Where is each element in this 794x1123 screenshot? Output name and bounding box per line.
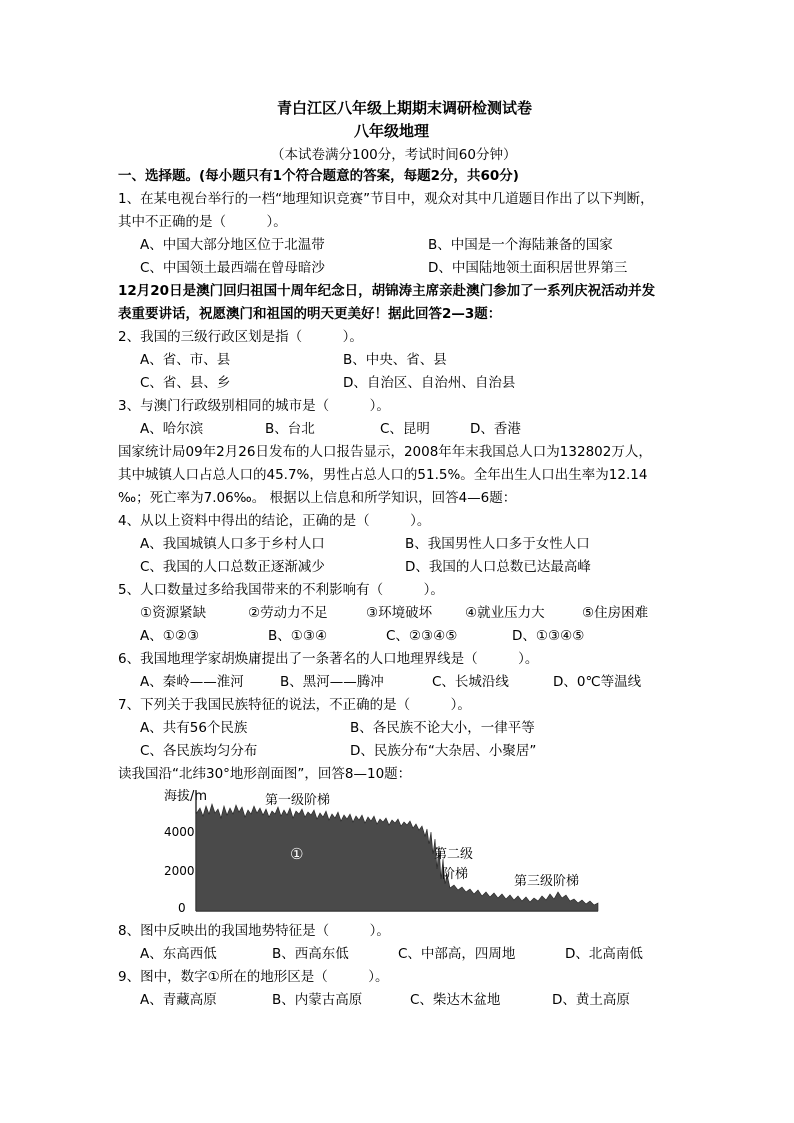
figure-step-1-label: 第一级阶梯 [265,793,331,808]
q5-option-b: B、①③④ [268,628,328,644]
q6-option-b: B、黑河——腾冲 [280,674,384,690]
terrain-profile-shape [196,804,598,911]
q6-option-a: A、秦岭——淮河 [140,674,244,690]
q8-option-b: B、西高东低 [272,946,349,962]
q6-option-c: C、长城沿线 [432,674,509,690]
q2-option-d: D、自治区、自治州、自治县 [343,375,516,391]
q3-option-a: A、哈尔滨 [140,421,204,437]
q9-option-a: A、青藏高原 [140,992,217,1008]
q5-option-a: A、①②③ [140,628,200,644]
q2-option-c: C、省、县、乡 [140,375,231,391]
q5-item-1: ①资源紧缺 [140,605,207,621]
q6-option-d: D、0℃等温线 [553,674,642,690]
q5-item-2: ②劳动力不足 [248,605,328,621]
intro-profile: 读我国沿“北纬30°地形剖面图”，回答8—10题： [118,766,412,782]
q1-stem: 1、在某电视台举行的一档“地理知识竞赛”节目中，观众对其中几道题目作出了以下判断， [118,191,654,207]
q8-option-d: D、北高南低 [565,946,643,962]
intro-population-3: ‰；死亡率为7.06‰。 根据以上信息和所学知识，回答4—6题： [118,490,517,506]
q5-stem: 5、人口数量过多给我国带来的不利影响有（ ）。 [118,582,444,598]
q4-option-d: D、我国的人口总数已达最高峰 [405,559,591,575]
q4-stem: 4、从以上资料中得出的结论，正确的是（ ）。 [118,513,431,529]
q5-item-5: ⑤住房困难 [582,605,649,621]
q9-option-d: D、黄土高原 [552,992,630,1008]
figure-step-2-label-a: 第二级 [434,847,474,862]
q2-option-a: A、省、市、县 [140,352,231,368]
figure-tick-0: 0 [178,901,186,915]
section-heading: 一、选择题。(每小题只有1个符合题意的答案，每题2分，共60分) [118,168,519,184]
q7-option-b: B、各民族不论大小，一律平等 [350,720,535,736]
q9-stem: 9、图中，数字①所在的地形区是（ ）。 [118,969,389,985]
intro-macau-2: 表重要讲话，祝愿澳门和祖国的明天更美好！据此回答2—3题： [118,306,502,322]
exam-note: （本试卷满分100分，考试时间60分钟） [271,147,517,163]
q9-option-b: B、内蒙古高原 [272,992,363,1008]
q3-option-d: D、香港 [470,421,521,437]
intro-macau-1: 12月20日是澳门回归祖国十周年纪念日，胡锦涛主席亲赴澳门参加了一系列庆祝活动并发 [118,283,656,299]
figure-tick-2000: 2000 [164,864,195,878]
q8-option-c: C、中部高，四周地 [398,946,516,962]
q3-option-c: C、昆明 [380,421,430,437]
q3-stem: 3、与澳门行政级别相同的城市是（ ）。 [118,398,390,414]
figure-ylabel: 海拔/m [164,789,208,804]
figure-step-3-label: 第三级阶梯 [514,874,580,889]
q7-option-d: D、民族分布“大杂居、小聚居” [350,743,537,759]
figure-marker-1: ① [290,845,304,863]
q9-option-c: C、柴达木盆地 [410,992,501,1008]
q5-item-3: ③环境破坏 [366,605,433,621]
exam-subject: 八年级地理 [354,122,430,140]
q8-option-a: A、东高西低 [140,946,217,962]
q3-option-b: B、台北 [265,421,315,437]
q5-item-4: ④就业压力大 [465,605,545,621]
q5-option-c: C、②③④⑤ [386,628,458,644]
q2-stem: 2、我国的三级行政区划是指（ ）。 [118,329,363,345]
q8-stem: 8、图中反映出的我国地势特征是（ ）。 [118,923,390,939]
q7-stem: 7、下列关于我国民族特征的说法，不正确的是（ ）。 [118,697,471,713]
q4-option-c: C、我国的人口总数正逐渐减少 [140,559,325,575]
terrain-profile-figure [160,784,600,916]
q4-option-a: A、我国城镇人口多于乡村人口 [140,536,325,552]
q7-option-a: A、共有56个民族 [140,720,248,736]
q7-option-c: C、各民族均匀分布 [140,743,258,759]
intro-population-1: 国家统计局09年2月26日发布的人口报告显示，2008年年末我国总人口为132802万人， [118,444,652,460]
q4-option-b: B、我国男性人口多于女性人口 [405,536,590,552]
q1-stem-cont: 其中不正确的是（ ）。 [118,214,287,230]
figure-step-2-label-b: 阶梯 [442,867,469,882]
q1-option-a: A、中国大部分地区位于北温带 [140,237,325,253]
exam-title: 青白江区八年级上期期末调研检测试卷 [277,99,533,117]
figure-tick-4000: 4000 [164,825,195,839]
intro-population-2: 其中城镇人口占总人口的45.7%，男性占总人口的51.5%。全年出生人口出生率为12.14 [118,467,648,483]
q1-option-c: C、中国领土最西端在曾母暗沙 [140,260,325,276]
q1-option-d: D、中国陆地领土面积居世界第三 [428,260,628,276]
q1-option-b: B、中国是一个海陆兼备的国家 [428,237,613,253]
q2-option-b: B、中央、省、县 [343,352,447,368]
q5-option-d: D、①③④⑤ [512,628,585,644]
q6-stem: 6、我国地理学家胡焕庸提出了一条著名的人口地理界线是（ ）。 [118,651,539,667]
